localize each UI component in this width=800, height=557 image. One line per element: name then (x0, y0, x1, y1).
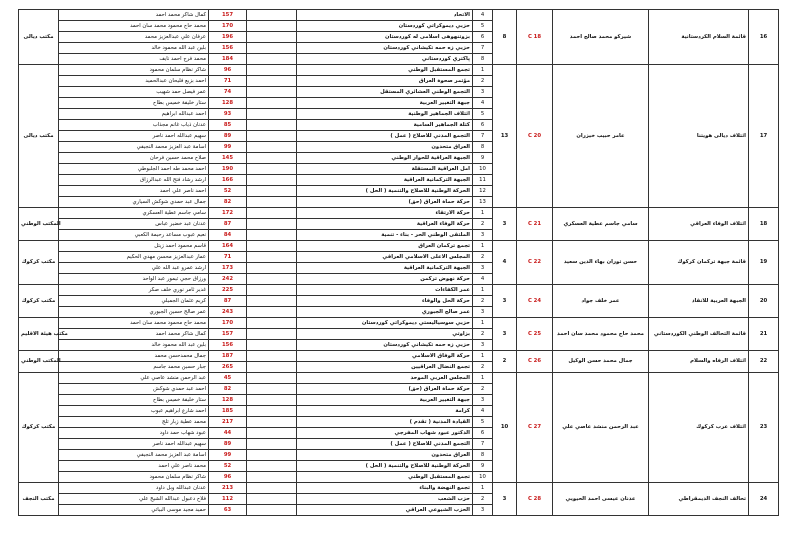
candidate-name: جبار حسين محمد جاسم (59, 362, 209, 373)
party-seq: 10 (473, 472, 493, 483)
party-seq: 2 (473, 384, 493, 395)
candidate-name: عمار عبدالعزيز محسن مهدي الحكيم (59, 252, 209, 263)
candidate-number: 45 (209, 373, 247, 384)
party-name: پاكتري كوردستاني (297, 54, 473, 65)
candidate-number: 74 (209, 87, 247, 98)
blank-cell (247, 10, 297, 21)
list-head-name: محمد حاج محمود محمد سان احمد (553, 318, 649, 351)
candidate-number: 84 (209, 230, 247, 241)
list-name: قائمة التحالف الوطني الكوردستاني (649, 318, 749, 351)
candidate-number: 157 (209, 10, 247, 21)
blank-cell (247, 461, 297, 472)
candidate-name: عمر صالح حسين الجبوري (59, 307, 209, 318)
party-seq: 3 (473, 307, 493, 318)
table-row (19, 208, 779, 219)
candidate-name: كمال شاكر محمد احمد (59, 10, 209, 21)
list-head-name: جمال محمد حسن الوكيل (553, 351, 649, 373)
party-seq: 9 (473, 461, 493, 472)
list-name: قائمة جبهة تركمان كركوك (649, 241, 749, 285)
party-name: كتلة الجماهير السامية (297, 120, 473, 131)
blank-cell (247, 318, 297, 329)
list-head-name: عمر خلف جواد (553, 285, 649, 318)
party-seq: 2 (473, 362, 493, 373)
seat-count: 2 (493, 351, 517, 373)
party-name: التجمع الوطني العشائري المستقل (297, 87, 473, 98)
table-row (19, 241, 779, 252)
candidate-name: بلين عبد الله محمود خالد (59, 43, 209, 54)
candidate-number: 225 (209, 285, 247, 296)
candidate-number: 71 (209, 252, 247, 263)
party-seq: 1 (473, 318, 493, 329)
blank-cell (247, 164, 297, 175)
party-name: تجمع النضال العراقيين (297, 362, 473, 373)
party-name: تجمع النهضة والبناء (297, 483, 473, 494)
party-seq: 2 (473, 329, 493, 340)
blank-cell (247, 351, 297, 362)
seat-count: 3 (493, 285, 517, 318)
candidate-name: ستار خليفة خميس بطاح (59, 98, 209, 109)
candidate-name: ورزاق حجي تيمور عبد الواحد (59, 274, 209, 285)
party-name: كرامة (297, 406, 473, 417)
candidate-number: 185 (209, 406, 247, 417)
candidate-name: عدنان عبد خضير عباس (59, 219, 209, 230)
party-name: حركة حماة العراق (حق) (297, 384, 473, 395)
list-name: ائتلاف الرفاه والسلام (649, 351, 749, 373)
candidate-name: احمد عبد حمدي شوكش (59, 384, 209, 395)
party-name: حزبي ديموكراتي كوردستان (297, 21, 473, 32)
blank-cell (247, 362, 297, 373)
party-seq: 10 (473, 164, 493, 175)
party-seq: 8 (473, 450, 493, 461)
candidate-name: قاسم محمود احمد زيتل (59, 241, 209, 252)
candidate-number: 52 (209, 461, 247, 472)
party-seq: 12 (473, 186, 493, 197)
party-name: المجلس الاعلى الاسلامي العراقي (297, 252, 473, 263)
blank-cell (247, 153, 297, 164)
blank-cell (247, 395, 297, 406)
candidate-number: 217 (209, 417, 247, 428)
candidate-number: 71 (209, 76, 247, 87)
list-code: C 26 (517, 351, 553, 373)
blank-cell (247, 131, 297, 142)
party-seq: 5 (473, 21, 493, 32)
party-name: الجبهة التركمانية العراقية (297, 175, 473, 186)
party-seq: 3 (473, 395, 493, 406)
candidate-name: اسامة عبد العزيز محمد النجيفي (59, 450, 209, 461)
party-seq: 3 (473, 263, 493, 274)
blank-cell (247, 21, 297, 32)
party-name: الاتحاد (297, 10, 473, 21)
list-index: 19 (749, 241, 779, 285)
party-seq: 7 (473, 439, 493, 450)
party-name: حزبي زه حمه تكيشاني كوردستان (297, 43, 473, 54)
candidate-number: 87 (209, 219, 247, 230)
party-seq: 5 (473, 417, 493, 428)
party-seq: 13 (473, 197, 493, 208)
blank-cell (247, 109, 297, 120)
party-seq: 4 (473, 406, 493, 417)
committee-cell: مكتب كركوك (19, 373, 59, 483)
party-seq: 1 (473, 483, 493, 494)
candidate-name: سامي جاسم عطية العسكري (59, 208, 209, 219)
list-name: ائتلاف ديالى هويتنا (649, 65, 749, 208)
candidate-number: 96 (209, 65, 247, 76)
candidate-name: عدنان عبدالله وبل داود (59, 483, 209, 494)
party-name: تجمع تركمان العراق (297, 241, 473, 252)
party-seq: 6 (473, 120, 493, 131)
candidate-number: 172 (209, 208, 247, 219)
candidate-name: جمال محمدحسن محمد (59, 351, 209, 362)
blank-cell (247, 120, 297, 131)
candidate-name: عبود شهاب حمد داود (59, 428, 209, 439)
party-seq: 3 (473, 340, 493, 351)
party-seq: 2 (473, 494, 493, 505)
party-seq: 3 (473, 505, 493, 516)
table-row (19, 483, 779, 494)
candidate-number: 87 (209, 296, 247, 307)
blank-cell (247, 472, 297, 483)
blank-cell (247, 98, 297, 109)
candidates-table (18, 9, 779, 516)
party-seq: 9 (473, 153, 493, 164)
candidate-number: 99 (209, 142, 247, 153)
party-name: جبهة التغيير العربية (297, 98, 473, 109)
list-index: 20 (749, 285, 779, 318)
candidate-name: عرفان علي عبدالعزيز محمد (59, 32, 209, 43)
list-name: الجبهة العربية للانقاذ (649, 285, 749, 318)
candidate-name: شاكر نظام سلمان محمود (59, 472, 209, 483)
party-name: الجبهة العراقية للحوار الوطني (297, 153, 473, 164)
party-seq: 7 (473, 131, 493, 142)
candidate-name: محمد حاج محمود محمد سان احمد (59, 21, 209, 32)
blank-cell (247, 252, 297, 263)
party-seq: 11 (473, 175, 493, 186)
list-code: C 21 (517, 208, 553, 241)
seat-count: 13 (493, 65, 517, 208)
blank-cell (247, 417, 297, 428)
candidate-name: بلين عبد الله محمود خالد (59, 340, 209, 351)
candidate-name: ارشد رشاد فتح الله عبدالرزاق (59, 175, 209, 186)
party-name: المجلس العربي الموحد (297, 373, 473, 384)
party-name: مؤتمر صحوة العراق (297, 76, 473, 87)
candidate-number: 89 (209, 131, 247, 142)
committee-cell: مكتب النجف (19, 483, 59, 516)
list-index: 22 (749, 351, 779, 373)
blank-cell (247, 406, 297, 417)
committee-cell: مكتب ديالى (19, 65, 59, 208)
candidate-number: 145 (209, 153, 247, 164)
candidate-number: 89 (209, 439, 247, 450)
party-name: تجمع المستقبل الوطني (297, 65, 473, 76)
candidate-name: كريم عثمان الجميلي (59, 296, 209, 307)
candidate-number: 242 (209, 274, 247, 285)
blank-cell (247, 219, 297, 230)
list-code: C 25 (517, 318, 553, 351)
party-name: امل العراقية المستقلة (297, 164, 473, 175)
blank-cell (247, 76, 297, 87)
candidate-number: 85 (209, 120, 247, 131)
party-seq: 1 (473, 208, 493, 219)
list-code: C 22 (517, 241, 553, 285)
blank-cell (247, 450, 297, 461)
party-name: حركة نهوض تركمن (297, 274, 473, 285)
candidate-number: 99 (209, 450, 247, 461)
list-head-name: حسن توران بهاء الدين سعيد (553, 241, 649, 285)
candidate-name: نعيم عبوب مساعد رحيمة الكعبي (59, 230, 209, 241)
party-name: الحزب الشيوعي العراقي (297, 505, 473, 516)
list-index: 23 (749, 373, 779, 483)
candidate-name: كمال شاكر محمد احمد (59, 329, 209, 340)
blank-cell (247, 230, 297, 241)
candidate-number: 128 (209, 395, 247, 406)
blank-cell (247, 197, 297, 208)
candidate-name: ستار خليفة خميس بطاح (59, 395, 209, 406)
committee-cell: مكتب كركوك (19, 241, 59, 285)
candidate-name: غدير ثامر نوري خلف صكر (59, 285, 209, 296)
candidate-number: 184 (209, 54, 247, 65)
list-code: C 18 (517, 10, 553, 65)
blank-cell (247, 384, 297, 395)
party-seq: 6 (473, 428, 493, 439)
party-name: حركة الارتقاء (297, 208, 473, 219)
party-seq: 8 (473, 142, 493, 153)
blank-cell (247, 505, 297, 516)
candidate-number: 44 (209, 428, 247, 439)
party-name: عمر صالح الجبوري (297, 307, 473, 318)
candidate-number: 156 (209, 43, 247, 54)
party-name: تجمع المستقبل الوطني (297, 472, 473, 483)
party-name: جبهة التغيير العربية (297, 395, 473, 406)
candidate-name: حميد مجيد موسى البياتي (59, 505, 209, 516)
party-name: القيادة المدنية ( تقدم ) (297, 417, 473, 428)
party-seq: 4 (473, 274, 493, 285)
party-seq: 6 (473, 32, 493, 43)
list-head-name: عدنان عيسى احمد الحيويي (553, 483, 649, 516)
candidate-number: 63 (209, 505, 247, 516)
blank-cell (247, 175, 297, 186)
party-name: الحركة الوطنية للاصلاح والتنمية ( الحل ) (297, 461, 473, 472)
candidate-name: سهيم عبدالله احمد ناصر (59, 131, 209, 142)
candidate-name: ارشد عمرو عبد الله علي (59, 263, 209, 274)
party-seq: 1 (473, 351, 493, 362)
party-name: الملتقى الوطني الحر - بناء - تنمية (297, 230, 473, 241)
party-name: حركة حماة العراق (حق) (297, 197, 473, 208)
blank-cell (247, 494, 297, 505)
blank-cell (247, 142, 297, 153)
list-code: C 24 (517, 285, 553, 318)
candidate-name: جمال عبد حمدي شوكش السياري (59, 197, 209, 208)
party-name: التجمع المدني للاصلاح ( عمل ) (297, 131, 473, 142)
candidate-number: 173 (209, 263, 247, 274)
blank-cell (247, 32, 297, 43)
party-name: بزاوتي (297, 329, 473, 340)
list-name: ائتلاف الوفاء العراقي (649, 208, 749, 241)
blank-cell (247, 274, 297, 285)
seat-count: 8 (493, 10, 517, 65)
blank-cell (247, 329, 297, 340)
party-name: التجمع المدني للاصلاح ( عمل ) (297, 439, 473, 450)
table-row (19, 285, 779, 296)
committee-cell: مكتب كركوك (19, 285, 59, 318)
candidate-name: محمد حاج محمود محمد سان احمد (59, 318, 209, 329)
seat-count: 3 (493, 208, 517, 241)
candidate-name: محمد فرج احمد نايف (59, 54, 209, 65)
party-seq: 4 (473, 98, 493, 109)
party-name: حزبي سوسياليستي ديموكراتي كوردستان (297, 318, 473, 329)
blank-cell (247, 296, 297, 307)
candidate-name: اسامة عبد العزيز محمد النجيفي (59, 142, 209, 153)
party-name: ائتلاف الجماهير الوطنية (297, 109, 473, 120)
list-code: C 28 (517, 483, 553, 516)
table-row (19, 10, 779, 21)
blank-cell (247, 285, 297, 296)
list-name: تحالف النجف الديمقراطي (649, 483, 749, 516)
candidate-number: 170 (209, 21, 247, 32)
list-index: 21 (749, 318, 779, 351)
candidate-name: فلاح دعبول عبدالله الشيخ علي (59, 494, 209, 505)
party-seq: 1 (473, 373, 493, 384)
list-head-name: سامي جاسم عطية العسكري (553, 208, 649, 241)
candidate-name: عدنان ذياب غانم مجذاب (59, 120, 209, 131)
seat-count: 10 (493, 373, 517, 483)
candidate-number: 196 (209, 32, 247, 43)
blank-cell (247, 340, 297, 351)
candidate-name: عمر فيصل حمد شهيب (59, 87, 209, 98)
candidate-number: 157 (209, 329, 247, 340)
blank-cell (247, 373, 297, 384)
committee-cell: مكتب ديالى (19, 10, 59, 65)
blank-cell (247, 483, 297, 494)
candidate-number: 164 (209, 241, 247, 252)
blank-cell (247, 54, 297, 65)
table-row (19, 65, 779, 76)
seat-count: 3 (493, 318, 517, 351)
party-name: بزوتنهوهی اسلامی له كوردستان (297, 32, 473, 43)
party-seq: 1 (473, 241, 493, 252)
list-code: C 27 (517, 373, 553, 483)
candidate-number: 170 (209, 318, 247, 329)
party-name: العراق متحدون (297, 450, 473, 461)
seat-count: 3 (493, 483, 517, 516)
party-name: حركة الوفاء العراقية (297, 219, 473, 230)
blank-cell (247, 241, 297, 252)
seat-count: 4 (493, 241, 517, 285)
party-seq: 2 (473, 76, 493, 87)
party-name: الحركة الوطنية للاصلاح والتنمية ( الحل ) (297, 186, 473, 197)
party-seq: 1 (473, 285, 493, 296)
candidate-name: شاكر نظام سلمان محمود (59, 65, 209, 76)
party-name: الجبهة التركمانية العراقية (297, 263, 473, 274)
list-head-name: عامر حبيب خيزران (553, 65, 649, 208)
blank-cell (247, 208, 297, 219)
party-name: عمر الكفاءات (297, 285, 473, 296)
candidate-number: 190 (209, 164, 247, 175)
candidate-number: 243 (209, 307, 247, 318)
candidate-number: 187 (209, 351, 247, 362)
blank-cell (247, 87, 297, 98)
candidate-number: 82 (209, 384, 247, 395)
party-seq: 8 (473, 54, 493, 65)
candidate-number: 96 (209, 472, 247, 483)
table-row (19, 351, 779, 362)
list-name: ائتلاف عرب كركوك (649, 373, 749, 483)
candidate-name: عبد الرحمن منشد عاصي علي (59, 373, 209, 384)
list-head-name: شيركو محمد صالح احمد (553, 10, 649, 65)
party-seq: 4 (473, 10, 493, 21)
committee-cell: المكتب الوطني (19, 208, 59, 241)
candidate-number: 82 (209, 197, 247, 208)
candidate-number: 265 (209, 362, 247, 373)
table-row (19, 318, 779, 329)
party-seq: 3 (473, 87, 493, 98)
blank-cell (247, 65, 297, 76)
candidate-name: احمد شارع ابراهيم عبوب (59, 406, 209, 417)
blank-cell (247, 428, 297, 439)
party-name: حركة الحل والوفاء (297, 296, 473, 307)
party-seq: 2 (473, 219, 493, 230)
list-index: 17 (749, 65, 779, 208)
candidate-number: 128 (209, 98, 247, 109)
candidate-number: 52 (209, 186, 247, 197)
candidate-name: محمد ناصر علي احمد (59, 461, 209, 472)
candidate-name: احمد محمد طه احمد الجلبوطي (59, 164, 209, 175)
party-name: حركة الوفاق الاسلامي (297, 351, 473, 362)
candidate-name: احمد ناصر علي احمد (59, 186, 209, 197)
candidate-name: سهيم عبدالله احمد ناصر (59, 439, 209, 450)
candidate-name: احمد بزيع فليحان عبدالحميد (59, 76, 209, 87)
table-row (19, 373, 779, 384)
list-head-name: عبد الرحمن منشد عاصي علي (553, 373, 649, 483)
candidate-number: 213 (209, 483, 247, 494)
party-seq: 2 (473, 296, 493, 307)
list-index: 16 (749, 10, 779, 65)
list-name: قائمة السلام الكردستانية (649, 10, 749, 65)
blank-cell (247, 186, 297, 197)
committee-cell: مكتب هيئة الاقليم (19, 318, 59, 351)
party-seq: 5 (473, 109, 493, 120)
list-index: 24 (749, 483, 779, 516)
blank-cell (247, 307, 297, 318)
blank-cell (247, 43, 297, 54)
party-name: حزب الشعب (297, 494, 473, 505)
blank-cell (247, 439, 297, 450)
committee-cell: المكتب الوطني (19, 351, 59, 373)
candidate-number: 93 (209, 109, 247, 120)
candidate-name: احمد عبدالله ابراهيم (59, 109, 209, 120)
candidate-number: 112 (209, 494, 247, 505)
blank-cell (247, 263, 297, 274)
party-seq: 7 (473, 43, 493, 54)
list-code: C 20 (517, 65, 553, 208)
party-name: العراق متحدون (297, 142, 473, 153)
candidate-name: محمد عطية زبار تلج (59, 417, 209, 428)
candidate-number: 166 (209, 175, 247, 186)
party-name: حزبي زه حمه تكيشاني كوردستان (297, 340, 473, 351)
party-seq: 2 (473, 252, 493, 263)
candidate-number: 156 (209, 340, 247, 351)
party-name: الدكتور عبود شهاب المفرجي (297, 428, 473, 439)
list-index: 18 (749, 208, 779, 241)
party-seq: 1 (473, 65, 493, 76)
party-seq: 3 (473, 230, 493, 241)
candidate-name: صلاح محمد حسين فرحان (59, 153, 209, 164)
